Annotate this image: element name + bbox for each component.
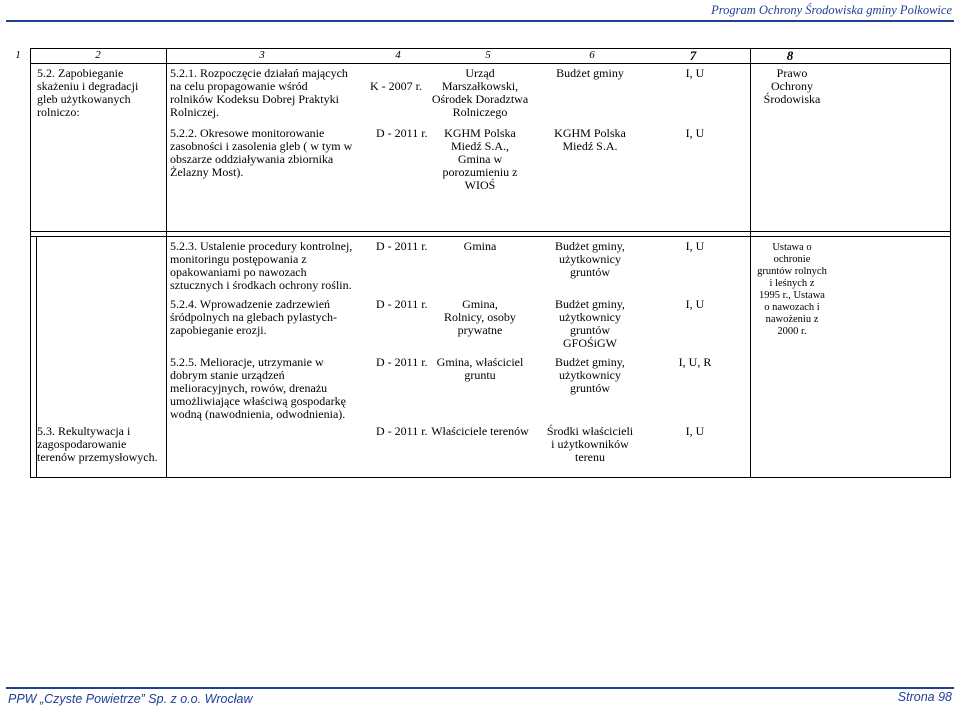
legal-basis-cell: Ustawa o ochronie gruntów rolnych i leśnych z 1995 r., Ustawa o nawozach i nawożeniu z 2000 r. <box>757 242 827 337</box>
column-number: 2 <box>95 49 101 61</box>
responsible-cell: Gmina, właściciel gruntu <box>436 355 524 382</box>
footer-company: PPW „Czyste Powietrze” Sp. z o.o. Wrocław <box>8 692 253 706</box>
funding-cell: Budżet gminy, użytkownicy gruntów <box>555 239 625 279</box>
column-number: 6 <box>589 49 595 61</box>
funding-cell: Budżet gminy, użytkownicy gruntów <box>555 355 625 395</box>
column-number: 5 <box>485 49 491 61</box>
table-section-rule <box>30 231 951 232</box>
goal-cell: 5.2. Zapobieganie skażeniu i degradacji gleb użytkowanych rolniczo: <box>37 66 139 119</box>
funding-cell: Budżet gminy, użytkownicy gruntów GFOŚiGW <box>555 297 625 350</box>
column-number: 1 <box>15 49 21 61</box>
type-cell: I, U, R <box>678 355 712 369</box>
funding-cell: KGHM Polska Miedź S.A. <box>554 126 626 153</box>
deadline-cell: K - 2007 r. <box>370 79 422 93</box>
funding-cell: Budżet gminy <box>556 66 624 80</box>
footer-rule <box>6 687 954 689</box>
deadline-cell: D - 2011 r. <box>376 126 428 140</box>
task-cell: 5.2.3. Ustalenie procedury kontrolnej, monitoringu postępowania z opakowaniami po nawozach sztucznych i środkach ochrony roślin. <box>170 239 353 292</box>
responsible-cell: Urząd Marszałkowski, Ośrodek Doradztwa Rolniczego <box>431 66 529 119</box>
responsible-cell: Gmina, Rolnicy, osoby prywatne <box>444 297 516 337</box>
deadline-cell: D - 2011 r. <box>376 297 428 311</box>
task-cell: 5.2.2. Okresowe monitorowanie zasobności i zasolenia gleb ( w tym w obszarze oddziaływania zbiornika Żelazny Most). <box>170 126 353 179</box>
responsible-cell: Właściciele terenów <box>431 424 529 438</box>
task-cell: 5.2.1. Rozpoczęcie działań mających na celu propagowanie wśród rolników Kodeksu Dobrej Praktyki Rolniczej. <box>170 66 348 119</box>
responsible-cell: Gmina <box>463 239 497 253</box>
type-cell: I, U <box>685 424 705 438</box>
type-cell: I, U <box>685 297 705 311</box>
column-number: 8 <box>786 48 794 63</box>
page-number: Strona 98 <box>897 690 952 704</box>
table-section-rule <box>30 236 951 237</box>
goal-cell: 5.3. Rekultywacja i zagospodarowanie terenów przemysłowych. <box>37 424 158 464</box>
task-cell: 5.2.5. Melioracje, utrzymanie w dobrym stanie urządzeń melioracyjnych, rowów, drenażu umożliwiające właściwą gospodarkę wodną (nawodnienia, odwodnienia). <box>170 355 346 421</box>
column-divider <box>750 48 751 478</box>
responsible-cell: KGHM Polska Miedź S.A., Gmina w porozumieniu z WIOŚ <box>442 126 518 192</box>
column-number: 7 <box>689 48 697 63</box>
legal-basis-cell: Prawo Ochrony Środowiska <box>763 66 821 106</box>
table-header-rule <box>30 63 951 64</box>
type-cell: I, U <box>685 126 705 140</box>
column-divider <box>166 236 167 478</box>
deadline-cell: D - 2011 r. <box>376 355 428 369</box>
funding-cell: Środki właścicieli i użytkowników terenu <box>546 424 634 464</box>
page-header-title: Program Ochrony Środowiska gminy Polkowice <box>711 3 952 17</box>
type-cell: I, U <box>685 66 705 80</box>
column-number: 4 <box>395 49 401 61</box>
deadline-cell: D - 2011 r. <box>376 239 428 253</box>
header-rule <box>6 20 954 22</box>
column-number: 3 <box>259 49 265 61</box>
deadline-cell: D - 2011 r. <box>376 424 428 438</box>
type-cell: I, U <box>685 239 705 253</box>
task-cell: 5.2.4. Wprowadzenie zadrzewień śródpolnych na glebach pylastych- zapobieganie erozji. <box>170 297 337 337</box>
